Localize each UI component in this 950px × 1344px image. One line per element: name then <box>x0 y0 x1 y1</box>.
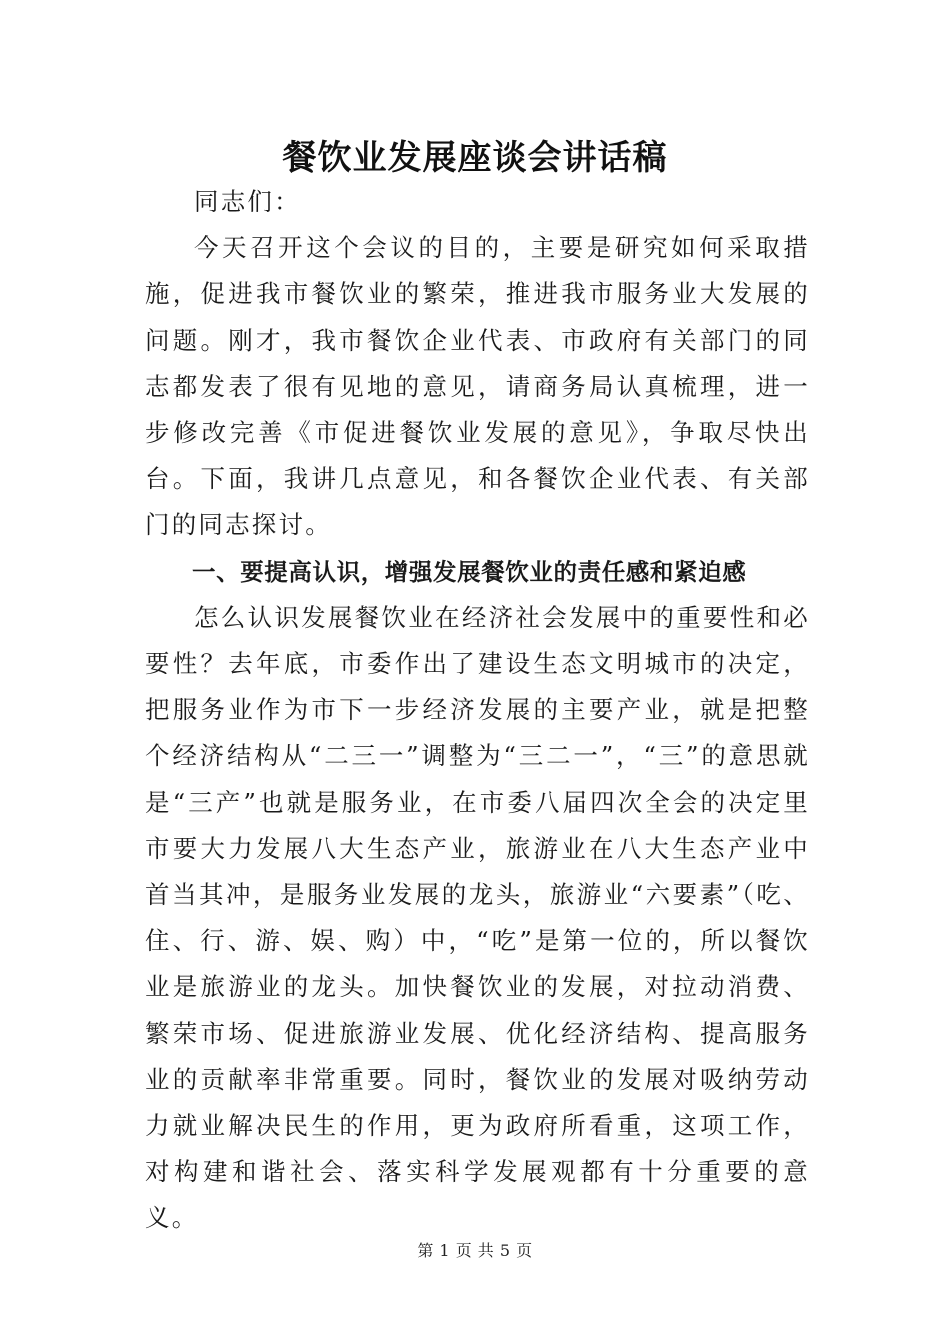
document-title: 餐饮业发展座谈会讲话稿 <box>282 138 668 178</box>
document-body <box>145 179 810 1242</box>
paragraph-intro: 今天召开这个会议的目的，主要是研究如何采取措施，促进我市餐饮业的繁荣，推进我市服务业大发展的问题。刚才，我市餐饮企业代表、市政府有关部门的同志都发表了很有见地的意见，请商务局认真梳理，进一步修改完善《市促进餐饮业发展的意见》，争取尽快出台。下面，我讲几点意见，和各餐饮企业代表、有关部门的同志探讨。 <box>145 233 810 540</box>
paragraph-section-1: 怎么认识发展餐饮业在经济社会发展中的重要性和必要性？去年底，市委作出了建设生态文明城市的决定，把服务业作为市下一步经济发展的主要产业，就是把整个经济结构从“二三一”调整为“三二一”，“三”的意思就是“三产”也就是服务业，在市委八届四次全会的决定里市要大力发展八大生态产业，旅游业在八大生态产业中首当其冲，是服务业发展的龙头，旅游业“六要素”（吃、住、行、游、娱、购）中，“吃”是第一位的，所以餐饮业是旅游业的龙头。加快餐饮业的发展，对拉动消费、繁荣市场、促进旅游业发展、优化经济结构、提高服务业的贡献率非常重要。同时，餐饮业的发展对吸纳劳动力就业解决民生的作用，更为政府所看重，这项工作，对构建和谐社会、落实科学发展观都有十分重要的意义。 <box>145 602 810 1233</box>
section-heading: 一、要提高认识，增强发展餐饮业的责任感和紧迫感 <box>192 557 747 586</box>
page-footer: 第 1 页 共 5 页 <box>417 1241 533 1260</box>
salutation: 同志们： <box>194 187 301 216</box>
